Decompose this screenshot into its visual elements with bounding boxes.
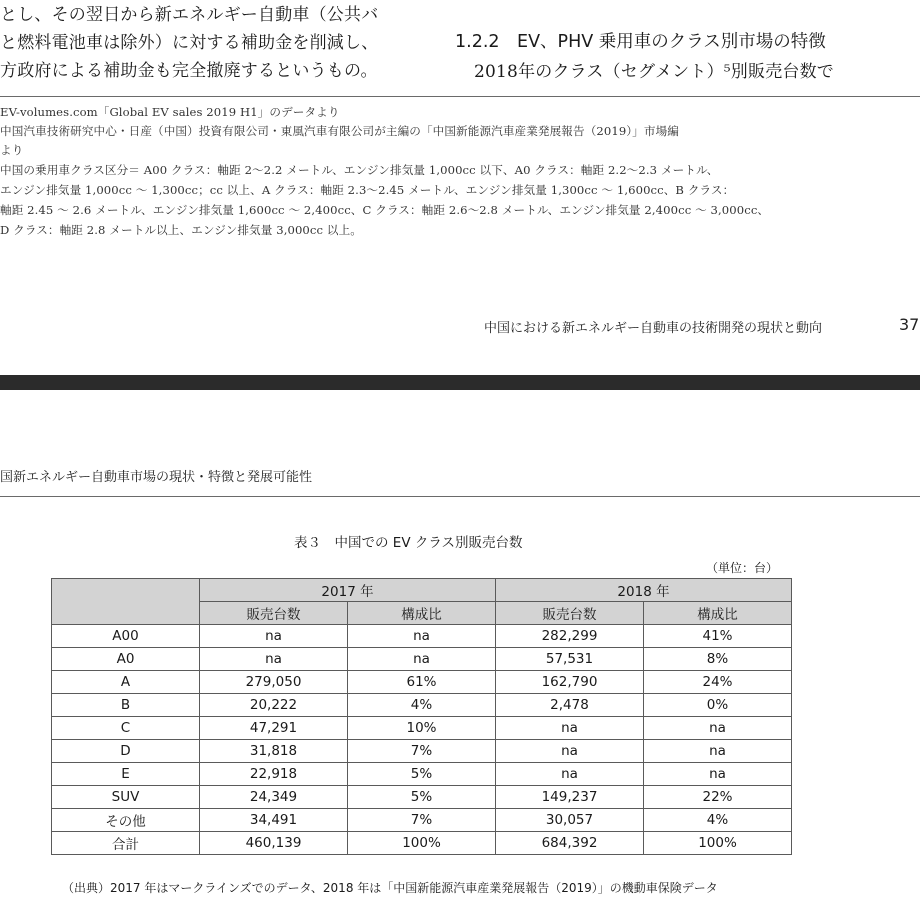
unit-label: （単位：台） xyxy=(706,561,779,575)
sales-2018-cell: na xyxy=(496,740,644,763)
share-2017-cell: 10% xyxy=(348,717,496,740)
share-2018-cell: 100% xyxy=(644,832,792,855)
table-corner-cell xyxy=(52,579,200,625)
share-2018-cell: 41% xyxy=(644,625,792,648)
share-2017-cell: na xyxy=(348,625,496,648)
col-header-share-2018: 構成比 xyxy=(644,602,792,625)
table-row xyxy=(52,740,792,763)
footnote-line-7: D クラス：軸距 2.8 メートル以上、エンジン排気量 3,000cc 以上。 xyxy=(0,223,362,237)
share-2017-cell: na xyxy=(348,648,496,671)
class-cell: B xyxy=(52,694,200,717)
share-2017-cell: 100% xyxy=(348,832,496,855)
sales-2017-cell: 47,291 xyxy=(200,717,348,740)
table-caption: 表３ 中国での EV クラス別販売台数 xyxy=(294,535,523,551)
share-2018-cell: 0% xyxy=(644,694,792,717)
table-row xyxy=(52,671,792,694)
col-header-sales-2017: 販売台数 xyxy=(200,602,348,625)
col-header-share-2017: 構成比 xyxy=(348,602,496,625)
class-cell: SUV xyxy=(52,786,200,809)
sales-2018-cell: 162,790 xyxy=(496,671,644,694)
share-2018-cell: 8% xyxy=(644,648,792,671)
sales-2017-cell: 460,139 xyxy=(200,832,348,855)
share-2017-cell: 4% xyxy=(348,694,496,717)
share-2017-cell: 7% xyxy=(348,809,496,832)
share-2018-cell: na xyxy=(644,763,792,786)
footnote-line-3: より xyxy=(0,143,24,157)
body-text-line-1: とし、その翌日から新エネルギー自動車（公共バ xyxy=(0,5,379,25)
sales-2018-cell: 30,057 xyxy=(496,809,644,832)
table-row xyxy=(52,694,792,717)
running-header: 国新エネルギー自動車市場の現状・特徴と発展可能性 xyxy=(0,470,313,485)
class-cell: 合計 xyxy=(52,832,200,855)
sales-2017-cell: 20,222 xyxy=(200,694,348,717)
share-2018-cell: 24% xyxy=(644,671,792,694)
footnote-divider xyxy=(0,96,920,97)
share-2017-cell: 61% xyxy=(348,671,496,694)
class-cell: その他 xyxy=(52,809,200,832)
year-header-2017: 2017 年 xyxy=(200,579,496,602)
page-number: 37 xyxy=(899,315,920,334)
running-footer: 中国における新エネルギー自動車の技術開発の現状と動向 xyxy=(484,321,823,336)
table-row xyxy=(52,786,792,809)
source-note: （出典）2017 年はマークラインズでのデータ、2018 年は「中国新能源汽車産業発展報告（2019）」の機動車保険データ xyxy=(62,881,718,895)
share-2018-cell: na xyxy=(644,740,792,763)
table-header-row-years xyxy=(52,579,792,602)
sales-2018-cell: 282,299 xyxy=(496,625,644,648)
page-break-band xyxy=(0,375,920,390)
sales-2018-cell: 149,237 xyxy=(496,786,644,809)
footnote-line-5: エンジン排気量 1,000cc ～ 1,300cc；cc 以上、A クラス：軸距 2.3～2.45 メートル、エンジン排気量 1,300cc ～ 1,600cc、B クラス： xyxy=(0,183,735,197)
class-cell: A00 xyxy=(52,625,200,648)
share-2017-cell: 5% xyxy=(348,786,496,809)
class-cell: E xyxy=(52,763,200,786)
sales-2017-cell: 34,491 xyxy=(200,809,348,832)
header-divider xyxy=(0,496,920,497)
sales-2018-cell: na xyxy=(496,763,644,786)
footnote-line-1: EV-volumes.com「Global EV sales 2019 H1」のデータより xyxy=(0,105,340,119)
col-header-sales-2018: 販売台数 xyxy=(496,602,644,625)
footnote-line-4: 中国の乗用車クラス区分＝ A00 クラス：軸距 2～2.2 メートル、エンジン排気量 1,000cc 以下、A0 クラス：軸距 2.2～2.3 メートル、 xyxy=(0,163,719,177)
sales-table xyxy=(51,578,792,855)
class-cell: C xyxy=(52,717,200,740)
sales-2017-cell: na xyxy=(200,625,348,648)
body-text-line-2: と燃料電池車は除外）に対する補助金を削減し、 xyxy=(0,33,379,53)
footnote-line-2: 中国汽車技術研究中心・日産（中国）投資有限公司・東風汽車有限公司が主編の「中国新能源汽車産業発展報告（2019）」市場編 xyxy=(0,124,679,138)
year-header-2018: 2018 年 xyxy=(496,579,792,602)
class-cell: A xyxy=(52,671,200,694)
share-2018-cell: 4% xyxy=(644,809,792,832)
section-text: 2018年のクラス（セグメント）⁵別販売台数で xyxy=(474,62,834,82)
sales-2017-cell: 24,349 xyxy=(200,786,348,809)
table-row xyxy=(52,648,792,671)
share-2017-cell: 7% xyxy=(348,740,496,763)
sales-2017-cell: 22,918 xyxy=(200,763,348,786)
sales-2017-cell: na xyxy=(200,648,348,671)
sales-2018-cell: 2,478 xyxy=(496,694,644,717)
share-2018-cell: 22% xyxy=(644,786,792,809)
table-row xyxy=(52,809,792,832)
footnote-line-6: 軸距 2.45 ～ 2.6 メートル、エンジン排気量 1,600cc ～ 2,400cc、C クラス：軸距 2.6～2.8 メートル、エンジン排気量 2,400cc ～ 3,000cc、 xyxy=(0,203,770,217)
share-2018-cell: na xyxy=(644,717,792,740)
sales-2017-cell: 279,050 xyxy=(200,671,348,694)
sales-2018-cell: 684,392 xyxy=(496,832,644,855)
class-cell: D xyxy=(52,740,200,763)
table-row-total xyxy=(52,832,792,855)
sales-2018-cell: 57,531 xyxy=(496,648,644,671)
share-2017-cell: 5% xyxy=(348,763,496,786)
sales-2018-cell: na xyxy=(496,717,644,740)
sales-2017-cell: 31,818 xyxy=(200,740,348,763)
table-row xyxy=(52,625,792,648)
section-heading: 1.2.2 EV、PHV 乗用車のクラス別市場の特徴 xyxy=(455,32,826,52)
body-text-line-3: 方政府による補助金も完全撤廃するというもの。 xyxy=(0,61,378,81)
class-cell: A0 xyxy=(52,648,200,671)
table-row xyxy=(52,763,792,786)
table-row xyxy=(52,717,792,740)
